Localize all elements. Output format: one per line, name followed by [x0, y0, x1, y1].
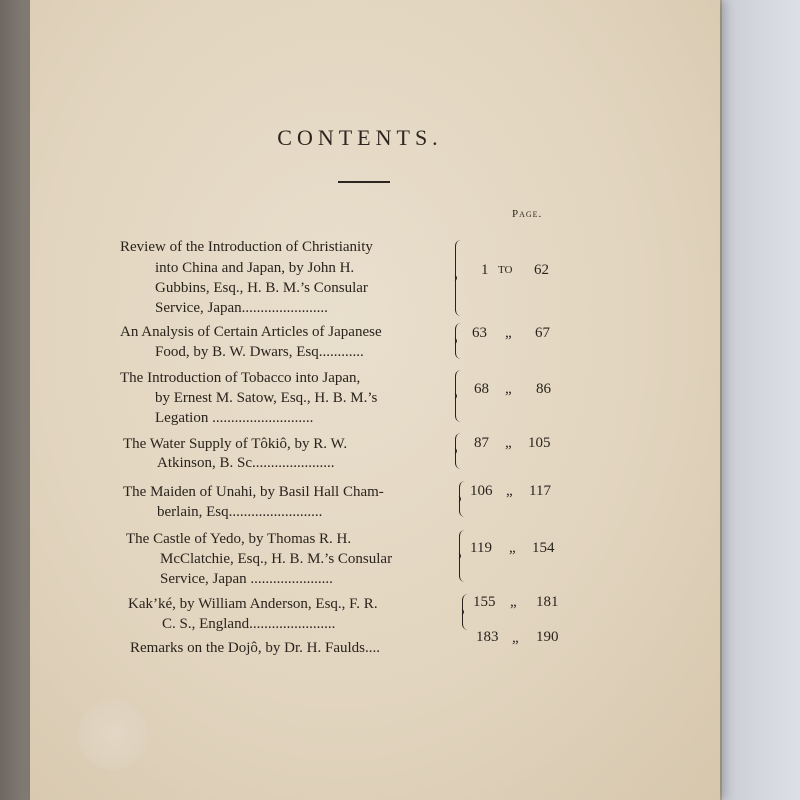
entry-line: McClatchie, Esq., H. B. M.’s Consular	[160, 551, 393, 567]
entry-line: by Ernest M. Satow, Esq., H. B. M.’s	[155, 390, 378, 406]
entry-line: The Introduction of Tobacco into Japan,	[120, 370, 361, 386]
page-end: 67	[535, 325, 550, 341]
page-start: 106	[470, 483, 493, 499]
page-separator: „	[506, 483, 513, 499]
brace	[459, 481, 468, 517]
page-column-label: Page.	[512, 208, 543, 220]
page-separator: „	[505, 435, 512, 451]
entry-line: The Water Supply of Tôkiô, by R. W.	[123, 436, 348, 452]
brace	[455, 240, 464, 316]
page-separator: „	[505, 325, 512, 341]
page-start: 63	[472, 325, 487, 341]
entry-line: into China and Japan, by John H.	[155, 260, 355, 276]
entry-line: An Analysis of Certain Articles of Japanese	[120, 324, 382, 340]
entry-line: Remarks on the Dojô, by Dr. H. Faulds....	[130, 640, 380, 656]
page-separator: „	[510, 594, 517, 610]
entry-line: Review of the Introduction of Christianity	[120, 239, 373, 255]
book-page	[30, 0, 720, 800]
page-separator: TO	[498, 264, 513, 276]
page-end: 190	[536, 629, 559, 645]
page-start: 1	[481, 262, 489, 278]
brace	[462, 594, 471, 630]
page-end: 181	[536, 594, 559, 610]
page-start: 183	[476, 629, 499, 645]
page-separator: „	[505, 381, 512, 397]
contents-heading: CONTENTS.	[277, 125, 443, 150]
brace	[455, 433, 464, 469]
brace	[455, 323, 464, 359]
entry-line: The Maiden of Unahi, by Basil Hall Cham-	[123, 484, 384, 500]
entry-line: Kak’ké, by William Anderson, Esq., F. R.	[128, 596, 378, 612]
page-separator: „	[512, 630, 519, 646]
brace	[459, 530, 468, 582]
page-start: 155	[473, 594, 496, 610]
entry-line: Food, by B. W. Dwars, Esq............	[155, 344, 364, 360]
page-end: 62	[534, 262, 549, 278]
page-end: 105	[528, 435, 551, 451]
page-start: 68	[474, 381, 489, 397]
entry-line: Gubbins, Esq., H. B. M.’s Consular	[155, 280, 368, 296]
heading-rule	[338, 181, 390, 183]
entry-line: Atkinson, B. Sc......................	[157, 455, 335, 471]
page-end: 86	[536, 381, 551, 397]
faded-stamp	[78, 700, 148, 770]
page-separator: „	[509, 540, 516, 556]
entry-line: Legation ...........................	[155, 410, 314, 426]
page-end: 154	[532, 540, 555, 556]
entry-line: berlain, Esq.........................	[157, 504, 323, 520]
entry-line: Service, Japan.......................	[155, 300, 328, 316]
page-start: 119	[470, 540, 492, 556]
page-end: 117	[529, 483, 551, 499]
entry-line: The Castle of Yedo, by Thomas R. H.	[126, 531, 352, 547]
entry-line: Service, Japan ......................	[160, 571, 333, 587]
brace	[455, 370, 464, 422]
page-start: 87	[474, 435, 489, 451]
entry-line: C. S., England.......................	[162, 616, 336, 632]
